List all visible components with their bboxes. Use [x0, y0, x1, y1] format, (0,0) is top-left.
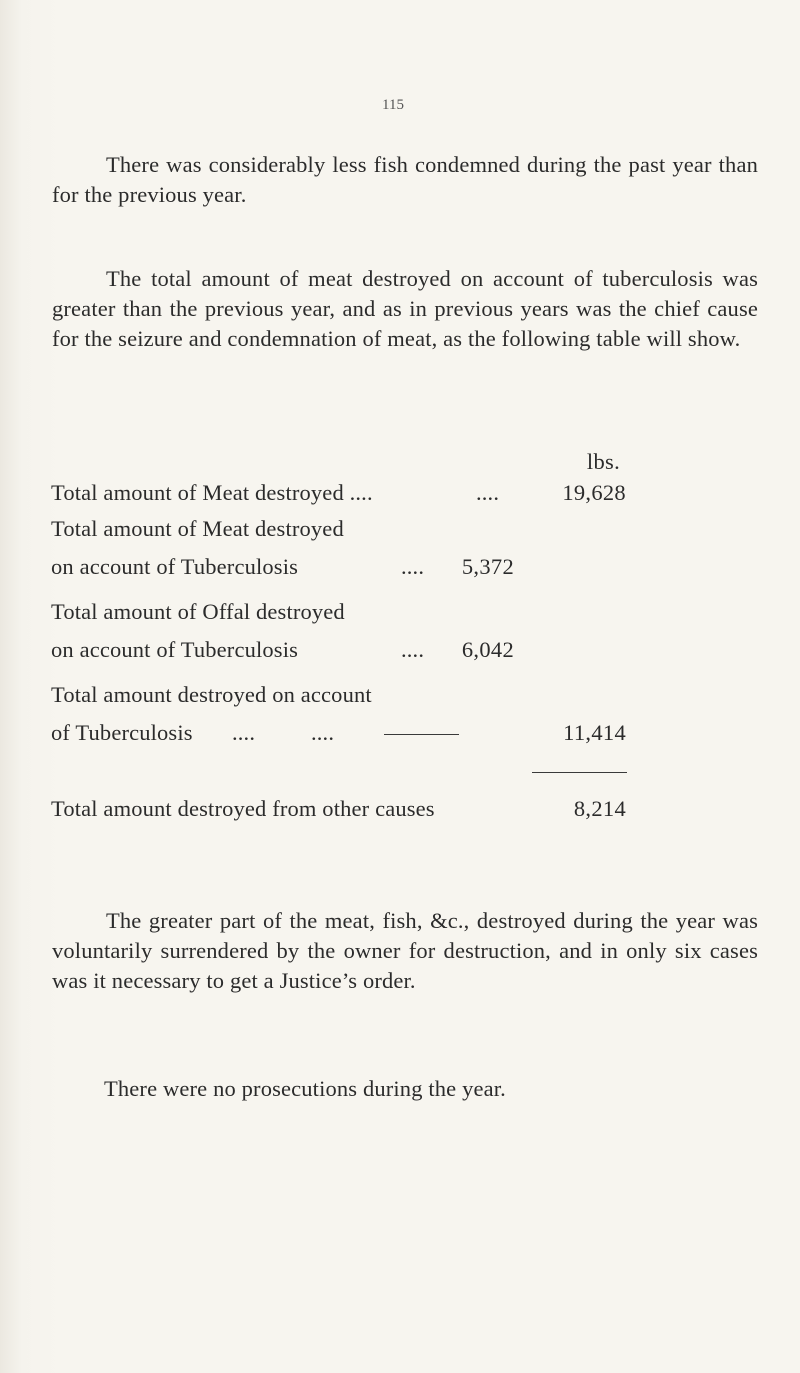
row-offal-tb-label-line2: on account of Tuberculosis: [51, 637, 299, 662]
row-other-causes-label: Total amount destroyed from other causes: [51, 796, 435, 821]
total-tb-dash-rule: [384, 734, 459, 735]
paragraph-voluntary-surrender: The greater part of the meat, fish, &c., destroyed during the year was voluntarily surrendered by the owner for destruction, and in only six cases was it necessary to get a Justice’s order.: [52, 908, 758, 993]
row-meat-total-leader: ....: [476, 480, 500, 505]
row-total-tb-leader-2: ....: [311, 720, 335, 745]
paragraph-fish: There was considerably less fish condemned during the past year than for the previous year.: [52, 152, 758, 207]
sum-rule: [532, 772, 627, 773]
row-meat-tb-label-line1: Total amount of Meat destroyed: [51, 516, 344, 541]
row-offal-tb-label-line1: Total amount of Offal destroyed: [51, 599, 345, 624]
page-number: 115: [382, 97, 404, 113]
row-offal-tb-value: 6,042: [461, 637, 514, 662]
paragraph-prosecutions: There were no prosecutions during the year.: [104, 1076, 506, 1101]
paragraph-meat-tuberculosis: The total amount of meat destroyed on account of tuberculosis was greater than the previous year, and as in previous years was the chief cause for the seizure and condemnation of meat, as the following table will show.: [52, 266, 758, 351]
row-total-tb-leader-1: ....: [232, 720, 256, 745]
unit-header: lbs.: [586, 449, 620, 474]
row-meat-total-label: Total amount of Meat destroyed ....: [51, 480, 373, 505]
row-offal-tb-leader: ....: [401, 637, 425, 662]
row-total-tb-label-line1: Total amount destroyed on account: [51, 682, 372, 707]
row-total-tb-label-line2: of Tuberculosis: [51, 720, 193, 745]
row-meat-tb-label-line2: on account of Tuberculosis: [51, 554, 299, 579]
row-total-tb-value: 11,414: [563, 720, 626, 745]
row-meat-tb-value: 5,372: [461, 554, 514, 579]
row-meat-tb-leader: ....: [401, 554, 425, 579]
row-other-causes-value: 8,214: [573, 796, 626, 821]
row-meat-total-value: 19,628: [562, 480, 626, 505]
